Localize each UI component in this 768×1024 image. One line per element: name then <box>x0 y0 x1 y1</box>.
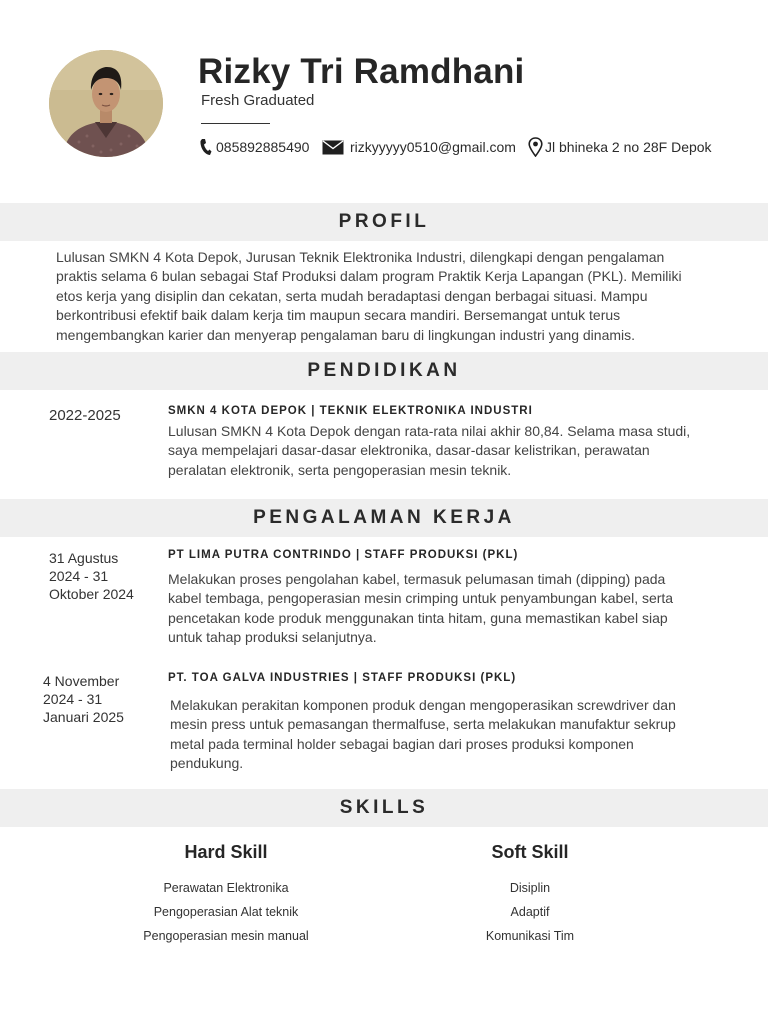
section-title-experience: PENGALAMAN KERJA <box>253 507 515 528</box>
hard-skill-item: Perawatan Elektronika <box>163 881 289 895</box>
profile-line: praktis selama 6 bulan sebagai Staf Produksi dalam program Praktik Kerja Lapangan (PKL). Memiliki <box>56 268 682 285</box>
experience-title-2: PT. TOA GALVA INDUSTRIES | STAFF PRODUKSI (PKL) <box>168 672 517 684</box>
experience-title-1: PT LIMA PUTRA CONTRINDO | STAFF PRODUKSI (PKL) <box>168 549 519 561</box>
experience-date-1 <box>49 549 134 603</box>
soft-skill-item: Komunikasi Tim <box>485 929 575 943</box>
experience-line: pencetakan kode produk menggunakan tinta hitam, guna memastikan kabel siap <box>168 609 668 626</box>
profile-line: Lulusan SMKN 4 Kota Depok, Jurusan Teknik Elektronika Industri, dilengkapi dengan pengalaman <box>56 249 665 265</box>
contact-phone <box>199 137 309 157</box>
education-line: peralatan elektronik, serta pengoperasian mesin teknik. <box>168 461 512 478</box>
soft-skill-list <box>410 876 650 948</box>
profile-line: etos kerja yang disiplin dan cekatan, serta mudah beradaptasi dengan berbagai situasi. Mampu <box>56 287 648 304</box>
email-address: rizkyyyyy0510@gmail.com <box>350 139 516 155</box>
profile-photo <box>49 50 163 157</box>
contact-address <box>528 137 712 157</box>
phone-number: 085892885490 <box>216 139 310 155</box>
education-date: 2022-2025 <box>49 407 121 424</box>
experience-line: untuk tahap produksi selanjutnya. <box>168 629 377 646</box>
experience-line: kabel tembaga, pengoperasian mesin crimping untuk penyambungan kabel, serta <box>168 590 674 607</box>
soft-skill-item: Disiplin <box>509 881 551 895</box>
candidate-role: Fresh Graduated <box>201 92 315 109</box>
contact-email <box>322 137 516 157</box>
experience-line: pendukung. <box>170 755 244 772</box>
soft-skill-column <box>410 842 650 948</box>
soft-skill-item: Adaptif <box>510 905 550 919</box>
profile-summary <box>56 248 736 345</box>
experience-date-2 <box>43 672 124 726</box>
hard-skill-item: Pengoperasian Alat teknik <box>153 905 299 919</box>
experience-line: mesin press untuk pemasangan thermalfuse, serta melakukan manufaktur sekrup <box>170 716 676 733</box>
section-bar-education <box>0 352 768 390</box>
date-line: 2024 - 31 <box>43 691 103 707</box>
education-description <box>168 422 728 480</box>
section-bar-profile <box>0 203 768 241</box>
envelope-icon <box>322 140 344 155</box>
experience-line: metal pada terminal holder sebagai bagian dari proses produksi komponen <box>170 735 634 752</box>
location-pin-icon <box>528 137 543 157</box>
hard-skill-column <box>106 842 346 948</box>
section-bar-skills <box>0 789 768 827</box>
profile-line: berkontribusi efektif baik dalam kerja tim maupun secara mandiri. Bersemangat untuk terus <box>56 307 621 324</box>
hard-skill-list <box>106 876 346 948</box>
home-address: Jl bhineka 2 no 28F Depok <box>545 139 712 155</box>
date-line: Oktober 2024 <box>49 586 134 602</box>
experience-line: Melakukan perakitan komponen produk dengan mengoperasikan screwdriver dan <box>170 697 676 713</box>
education-line: Lulusan SMKN 4 Kota Depok dengan rata-rata nilai akhir 80,84. Selama masa studi, <box>168 423 691 439</box>
header-divider <box>201 123 270 124</box>
hard-skill-item: Pengoperasian mesin manual <box>143 929 309 943</box>
hard-skill-title: Hard Skill <box>184 842 268 862</box>
soft-skill-title: Soft Skill <box>491 842 569 862</box>
section-title-skills: SKILLS <box>339 797 429 818</box>
candidate-name: Rizky Tri Ramdhani <box>198 52 525 91</box>
profile-line: mengembangkan karier dan menyerap pengalaman baru di lingkungan industri yang dinamis. <box>56 326 636 343</box>
education-line: saya mempelajari dasar-dasar elektronika, dasar-dasar kelistrikan, perawatan <box>168 442 650 459</box>
date-line: 4 November <box>43 673 120 689</box>
experience-description-2 <box>170 696 730 774</box>
date-line: Januari 2025 <box>43 709 124 725</box>
section-title-education: PENDIDIKAN <box>307 360 461 381</box>
date-line: 2024 - 31 <box>49 568 109 584</box>
education-title: SMKN 4 KOTA DEPOK | TEKNIK ELEKTRONIKA INDUSTRI <box>168 405 533 417</box>
experience-line: Melakukan proses pengolahan kabel, termasuk pelumasan timah (dipping) pada <box>168 571 666 587</box>
experience-description-1 <box>168 570 728 648</box>
phone-icon <box>199 138 212 156</box>
section-title-profile: PROFIL <box>338 211 430 232</box>
section-bar-experience <box>0 499 768 537</box>
date-line: 31 Agustus <box>49 550 119 566</box>
